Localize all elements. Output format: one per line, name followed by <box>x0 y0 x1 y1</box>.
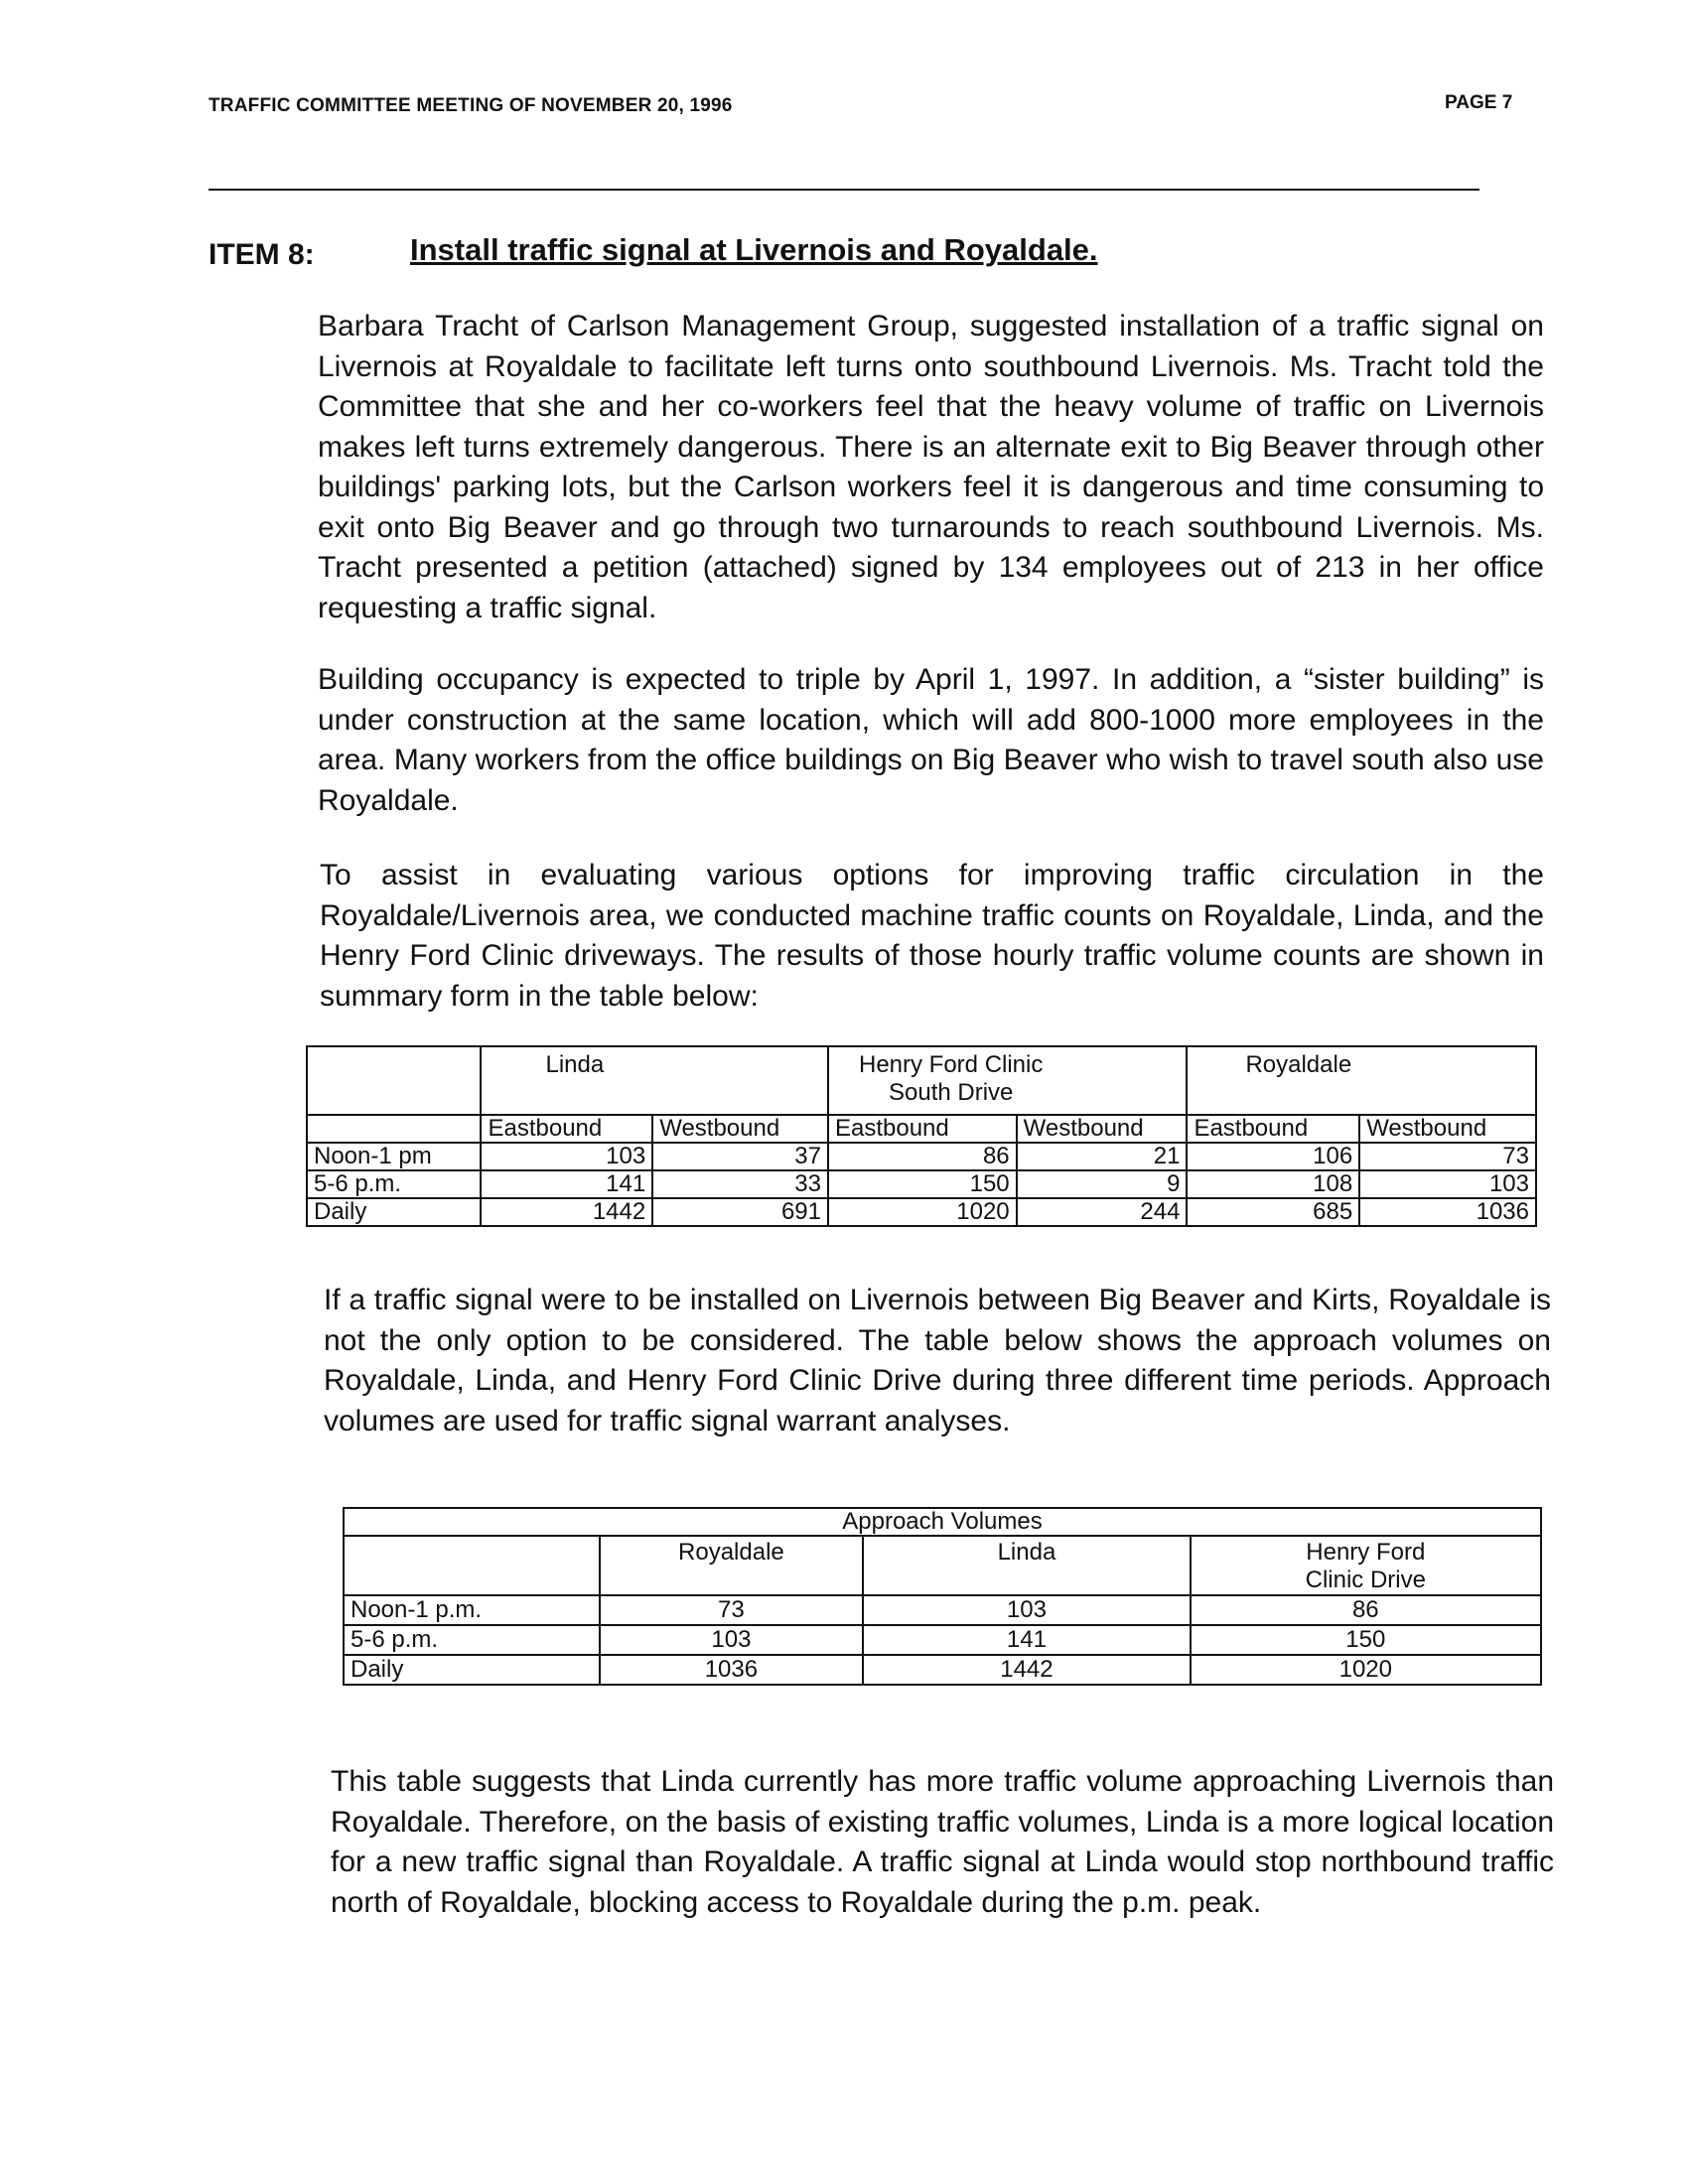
group-header-henry-ford-line1: Henry Ford Clinic <box>858 1051 1044 1078</box>
approach-volumes-table <box>343 1507 1542 1686</box>
count-cell: 150 <box>828 1170 1017 1198</box>
count-cell: 685 <box>1187 1198 1359 1226</box>
column-header-royaldale: Royaldale <box>600 1536 864 1595</box>
count-cell: 73 <box>1359 1143 1536 1170</box>
corner-cell <box>307 1115 481 1143</box>
direction-header: Eastbound <box>481 1115 652 1143</box>
table-row <box>344 1595 1541 1625</box>
direction-header: Eastbound <box>1187 1115 1359 1143</box>
volume-cell: 141 <box>863 1625 1190 1655</box>
volume-cell: 103 <box>600 1625 864 1655</box>
group-header-royaldale: Royaldale <box>1187 1046 1536 1115</box>
direction-header: Westbound <box>1017 1115 1188 1143</box>
row-label: Noon-1 p.m. <box>344 1595 600 1625</box>
row-label: 5-6 p.m. <box>307 1170 481 1198</box>
count-cell: 21 <box>1017 1143 1188 1170</box>
volume-cell: 73 <box>600 1595 864 1625</box>
paragraph-alternatives: If a traffic signal were to be installed on Livernois between Big Beaver and Kirts, Royaldale is not the only option to be considered. The table below shows the approach volumes on Royaldale, Linda, and Henry Ford Clinic Drive during three different time periods. Approach volumes are used for traffic signal warrant analyses. <box>324 1284 1551 1437</box>
count-cell: 106 <box>1187 1143 1359 1170</box>
table-row <box>307 1198 1536 1226</box>
volume-cell: 1036 <box>600 1655 864 1685</box>
direction-header: Eastbound <box>828 1115 1017 1143</box>
count-cell: 108 <box>1187 1170 1359 1198</box>
row-label: 5-6 p.m. <box>344 1625 600 1655</box>
paragraph-request: Barbara Tracht of Carlson Management Group, suggested installation of a traffic signal on Livernois at Royaldale to facilitate left turns onto southbound Livernois. Ms. Tracht told the Committee that she and her co-workers feel that the heavy volume of traffic on Livernois makes left turns extremely dangerous. There is an alternate exit to Big Beaver through other buildings' parking lots, but the Carlson workers feel it is dangerous and time consuming to exit onto Big Beaver and go through two turnarounds to reach southbound Livernois. Ms. Tracht presented a petition (attached) signed by 134 employees out of 213 in her office requesting a traffic signal. <box>318 310 1544 624</box>
table-header-row <box>307 1046 1536 1115</box>
row-label: Daily <box>344 1655 600 1685</box>
count-cell: 103 <box>1359 1170 1536 1198</box>
column-header-linda: Linda <box>863 1536 1190 1595</box>
direction-header: Westbound <box>1359 1115 1536 1143</box>
volume-cell: 86 <box>1191 1595 1541 1625</box>
page-number: PAGE 7 <box>1445 92 1513 113</box>
row-label: Daily <box>307 1198 481 1226</box>
column-header-henry-ford-line1: Henry Ford <box>1306 1539 1426 1566</box>
count-cell: 1020 <box>828 1198 1017 1226</box>
table-title: Approach Volumes <box>344 1508 1541 1536</box>
table-row <box>344 1655 1541 1685</box>
volume-cell: 1442 <box>863 1655 1190 1685</box>
row-label: Noon-1 pm <box>307 1143 481 1170</box>
column-header-henry-ford-line2: Clinic Drive <box>1305 1567 1426 1593</box>
direction-header: Westbound <box>652 1115 828 1143</box>
count-cell: 9 <box>1017 1170 1188 1198</box>
paragraph-occupancy: Building occupancy is expected to triple by April 1, 1997. In addition, a “sister building” is under construction at the same location, which will add 800-1000 more employees in the area. Many workers from the office buildings on Big Beaver who wish to travel south also use Royaldale. <box>318 663 1544 817</box>
table-row <box>307 1143 1536 1170</box>
corner-cell <box>344 1536 600 1595</box>
count-cell: 1442 <box>481 1198 652 1226</box>
volume-cell: 103 <box>863 1595 1190 1625</box>
table-title-row <box>344 1508 1541 1536</box>
header-rule <box>209 189 1479 191</box>
group-header-henry-ford-line2: South Drive <box>888 1079 1014 1106</box>
count-cell: 103 <box>481 1143 652 1170</box>
count-cell: 37 <box>652 1143 828 1170</box>
count-cell: 1036 <box>1359 1198 1536 1226</box>
corner-cell <box>307 1046 481 1115</box>
count-cell: 141 <box>481 1170 652 1198</box>
count-cell: 244 <box>1017 1198 1188 1226</box>
table-row <box>344 1625 1541 1655</box>
item-title: Install traffic signal at Livernois and Royaldale. <box>410 232 1098 267</box>
volume-cell: 150 <box>1191 1625 1541 1655</box>
item-label: ITEM 8: <box>209 238 315 271</box>
count-cell: 33 <box>652 1170 828 1198</box>
paragraph-counts-intro: To assist in evaluating various options for improving traffic circulation in the Royaldale/Livernois area, we conducted machine traffic counts on Royaldale, Linda, and the Henry Ford Clinic driveways. The results of those hourly traffic volume counts are shown in summary form in the table below: <box>320 859 1544 1013</box>
paragraph-conclusion: This table suggests that Linda currently has more traffic volume approaching Livernois than Royaldale. Therefore, on the basis of existing traffic volumes, Linda is a more logical location for a new traffic signal than Royaldale. A traffic signal at Linda would stop northbound traffic north of Royaldale, blocking access to Royaldale during the p.m. peak. <box>331 1765 1554 1919</box>
meeting-header: TRAFFIC COMMITTEE MEETING OF NOVEMBER 20, 1996 <box>209 95 733 116</box>
group-header-henry-ford <box>828 1046 1187 1115</box>
count-cell: 691 <box>652 1198 828 1226</box>
direction-header-row <box>307 1115 1536 1143</box>
column-header-row <box>344 1536 1541 1595</box>
column-header-henry-ford <box>1191 1536 1541 1595</box>
table-row <box>307 1170 1536 1198</box>
volume-cell: 1020 <box>1191 1655 1541 1685</box>
count-cell: 86 <box>828 1143 1017 1170</box>
traffic-counts-table <box>306 1045 1537 1227</box>
group-header-linda: Linda <box>481 1046 828 1115</box>
